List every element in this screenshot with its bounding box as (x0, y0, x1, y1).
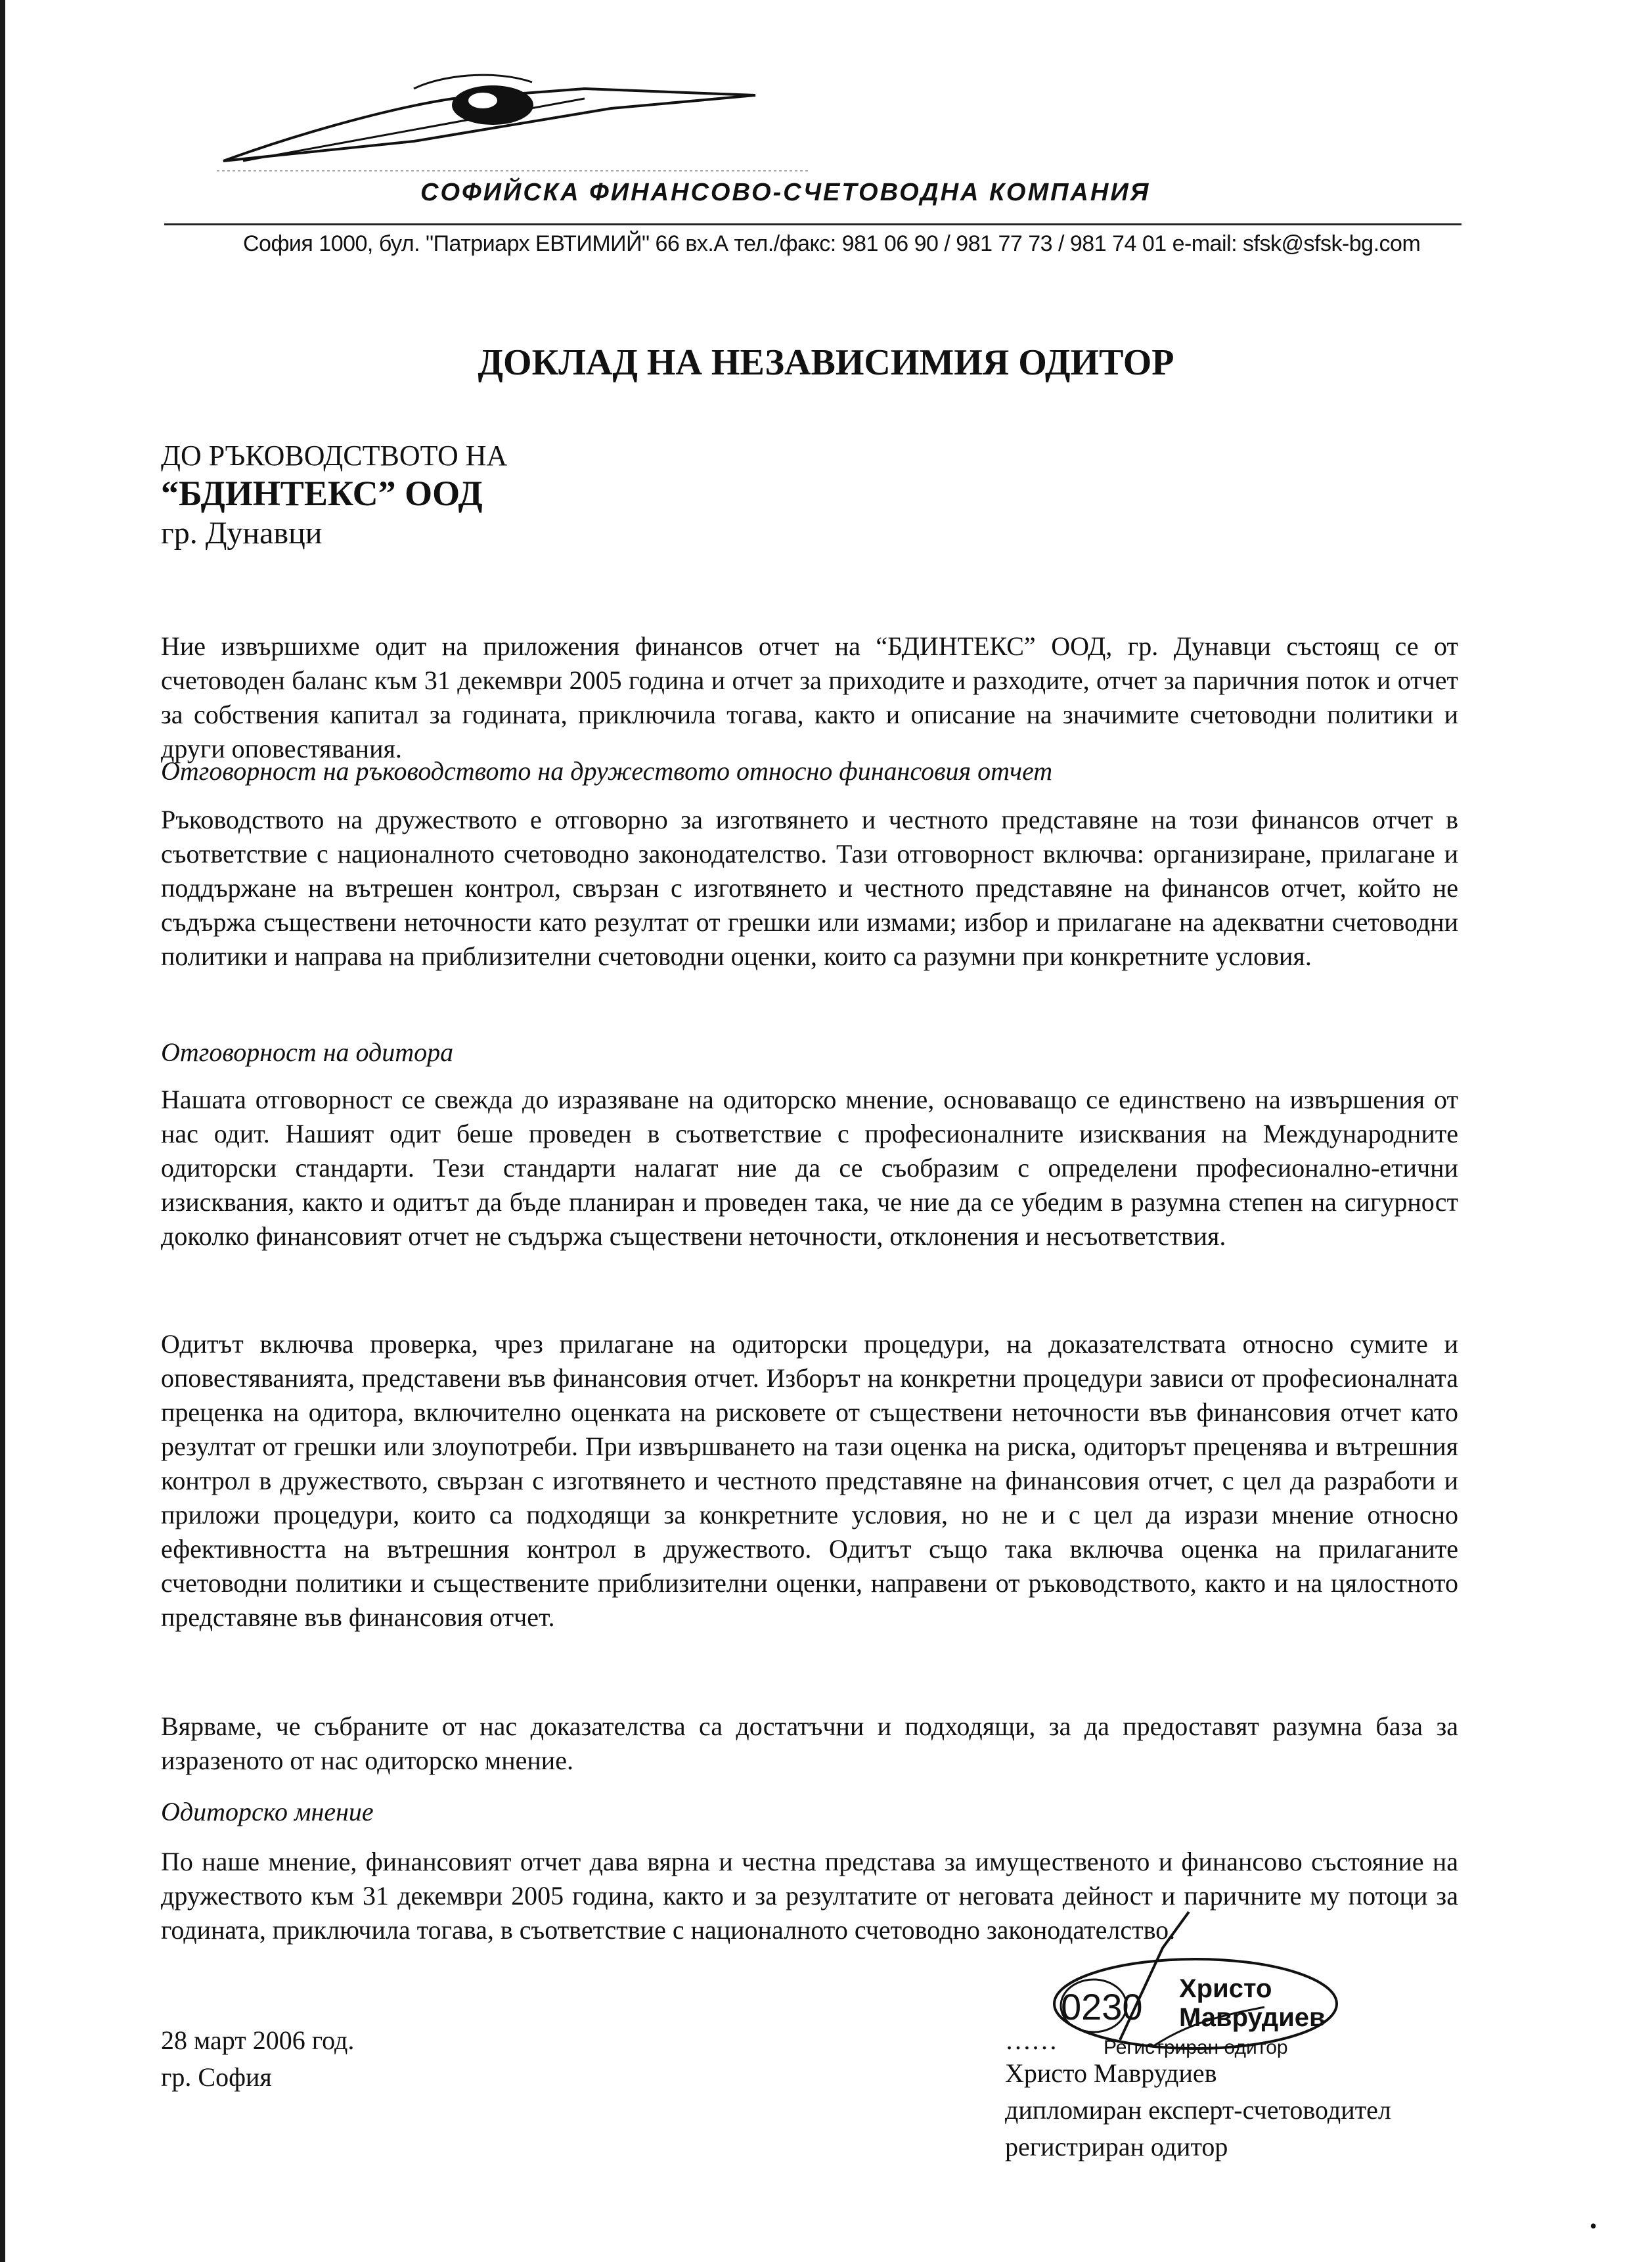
stamp-caption: Регистриран одитор (1104, 2037, 1288, 2058)
signer-role: регистриран одитор (1005, 2132, 1228, 2161)
report-title: ДОКЛАД НА НЕЗАВИСИМИЯ ОДИТОР (478, 342, 1174, 383)
stamp-name-first: Христо (1179, 1974, 1272, 2003)
scan-mark: • (1590, 2214, 1597, 2238)
signer-block (1005, 2055, 1391, 2165)
header-divider (164, 223, 1462, 225)
auditor-paragraph-1: Нашата отговорност се свежда до изразяване на одиторско мнение, основаващо се единствено на извършения от нас одит. Нашият одит беше проведен в съответствие с професионалните изисквания на Международните одиторски стандарти. Тези стандарти налагат ние да се съобразим с определени професионално-етични изисквания, както и одитът да бъде планиран и проведен така, че ние да се убедим в разумна степен на сигурност доколко финансовият отчет не съдържа съществени неточности, отклонения и несъответствия. (161, 1085, 1458, 1251)
stamp-name (1179, 1974, 1326, 2032)
opinion-paragraph: По наше мнение, финансовият отчет дава вярна и честна представа за имущественото и финансово състояние на дружеството към 31 декември 2005 година, както и за резултатите от неговата дейност и паричните му потоци за годината, приключила тогава, в съответствие с националното счетоводно законодателство. (161, 1847, 1458, 1945)
addressee-company: “БДИНТЕКС” ООД (161, 474, 483, 513)
report-place: гр. София (161, 2062, 272, 2092)
addressee-city: гр. Дунавци (161, 516, 323, 551)
scan-edge (0, 0, 5, 2262)
stamp-number: 0230 (1061, 1986, 1143, 2027)
report-date: 28 март 2006 год. (161, 2025, 355, 2055)
signer-title: дипломиран експерт-счетоводител (1005, 2095, 1391, 2125)
auditor-paragraph-3: Вярваме, че събраните от нас доказателства са достатъчни и подходящи, за да предоставят разумна база за изразеното от нас одиторско мнение. (161, 1711, 1458, 1775)
management-paragraph: Ръководството на дружеството е отговорно за изготвянето и честното представяне на този финансов отчет в съответствие с националното счетоводно законодателство. Тази отговорност включва: организиране, прилагане и поддържане на вътрешен контрол, свързан с изготвянето и честното представяне на финансов отчет, който не съдържа съществени неточности като резултат от грешки или измами; избор и прилагане на адекватни счетоводни политики и направа на приблизителни счетоводни оценки, които са разумни при конкретните условия. (161, 805, 1458, 971)
company-logo (217, 62, 808, 174)
report-date-place (161, 2022, 354, 2096)
addressee-line: ДО РЪКОВОДСТВОТО НА (161, 440, 508, 472)
heading-auditor: Отговорност на одитора (161, 1037, 454, 1067)
company-contact: София 1000, бул. "Патриарх ЕВТИМИЙ" 66 вх.А тел./факс: 981 06 90 / 981 77 73 / 981 74 01 e-mail: sfsk@sfsk-bg.com (243, 231, 1421, 256)
intro-paragraph: Ние извършихме одит на приложения финансов отчет на “БДИНТЕКС” ООД, гр. Дунавци състоящ се от счетоводен баланс към 31 декември 2005 година и отчет за приходите и разходите, отчет за паричния поток и отчет за собствения капитал за годината, приключила тогава, както и описание на значимите счетоводни политики и други оповестявания. (161, 631, 1458, 763)
heading-opinion: Одиторско мнение (161, 1797, 374, 1826)
auditor-paragraph-2: Одитът включва проверка, чрез прилагане на одиторски процедури, на доказателствата относно сумите и оповестяванията, представени във финансовия отчет. Изборът на конкретни процедури зависи от професионалната преценка на одитора, включително оценката на рисковете от съществени неточности във финансовия отчет като резултат от грешки или злоупотреби. При извършването на тази оценка на риска, одиторът преценява и вътрешния контрол в дружеството, свързан с изготвянето и честното представяне на финансовия отчет, с цел да разработи и приложи процедури, които са подходящи за конкретните условия, но не и с цел да изрази мнение относно ефективността на вътрешния контрол в дружеството. Одитът също така включва оценка на прилаганите счетоводни политики и съществените приблизителни оценки, направени от ръководството, както и на цялостното представяне във финансовия отчет. (161, 1329, 1458, 1632)
signature-line: …… (1005, 2025, 1058, 2055)
company-name: СОФИЙСКА ФИНАНСОВО-СЧЕТОВОДНА КОМПАНИЯ (420, 179, 1151, 206)
signer-name: Христо Маврудиев (1005, 2058, 1217, 2088)
heading-management: Отговорност на ръководството на дружеството относно финансовия отчет (161, 756, 1053, 786)
stamp-name-last: Маврудиев (1179, 2003, 1326, 2032)
